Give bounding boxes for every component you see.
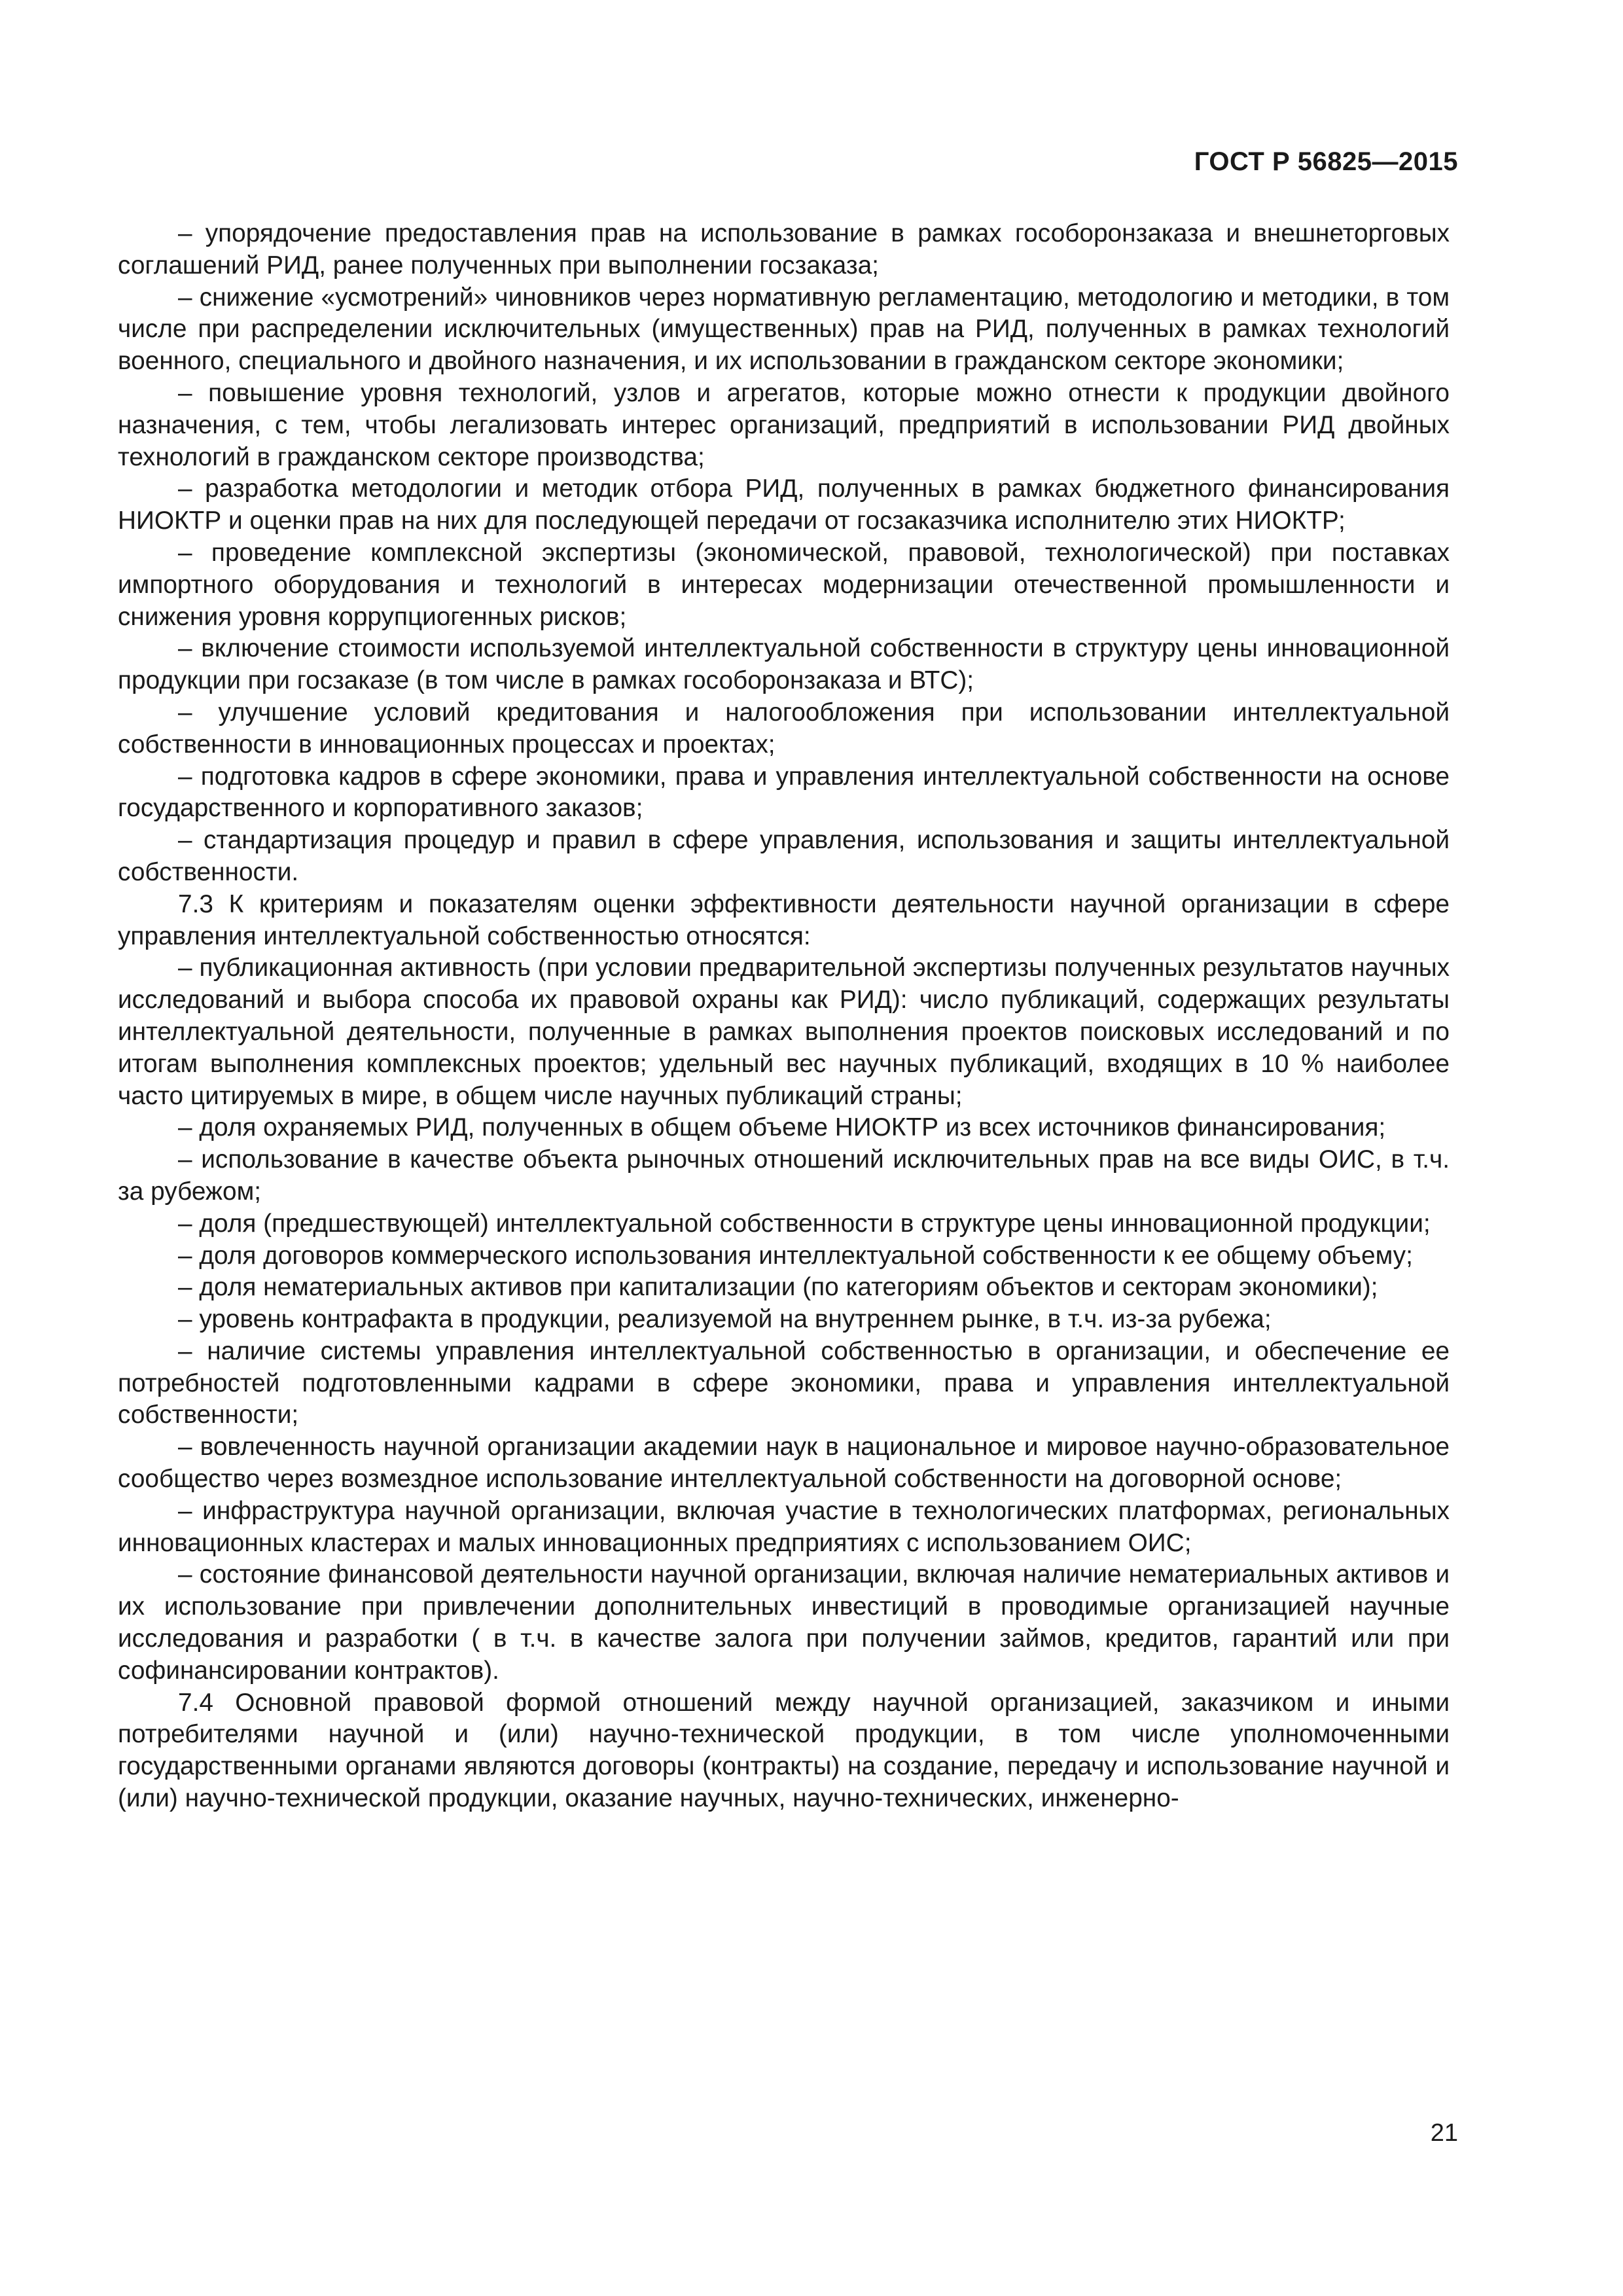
paragraph: – уровень контрафакта в продукции, реализуемой на внутреннем рынке, в т.ч. из-за рубежа;	[178, 1305, 1272, 1334]
paragraph: – публикационная активность (при условии предварительной экспертизы полученных результатов научных исследований и выбора способа их правовой охраны как РИД): число публикаций, содержащих результаты интеллектуальной деятельности, полученные в рамках выполнения проектов поисковых исследований и по итогам выполнения комплексных проектов; удельный вес научных публикаций, входящих в 10 % наиболее часто цитируемых в мире, в общем числе научных публикаций страны;	[118, 954, 1450, 1110]
page-number: 21	[1430, 2119, 1458, 2147]
paragraph: – повышение уровня технологий, узлов и агрегатов, которые можно отнести к продукции двойного назначения, с тем, чтобы легализовать интерес организаций, предприятий в использовании РИД двойных технологий в гражданском секторе производства;	[118, 378, 1450, 471]
paragraph: – доля договоров коммерческого использования интеллектуальной собственности к ее общему объему;	[178, 1241, 1413, 1270]
paragraph: – снижение «усмотрений» чиновников через нормативную регламентацию, методологию и методики, в том числе при распределении исключительных (имущественных) прав на РИД, полученных в рамках технологий военного, специального и двойного назначения, и их использовании в гражданском секторе экономики;	[118, 283, 1450, 376]
paragraph: – улучшение условий кредитования и налогообложения при использовании интеллектуальной собственности в инновационных процессах и проектах;	[118, 698, 1450, 759]
paragraph: – состояние финансовой деятельности научной организации, включая наличие нематериальных активов и их использование при привлечении дополнительных инвестиций в проводимые организацией научные исследования и разработки ( в т.ч. в качестве залога при получении займов, кредитов, гарантий или при софинансировании контрактов).	[118, 1560, 1450, 1685]
paragraph: – доля (предшествующей) интеллектуальной собственности в структуре цены инновационной продукции;	[178, 1209, 1431, 1238]
paragraph: – доля нематериальных активов при капитализации (по категориям объектов и секторам экономики);	[178, 1273, 1378, 1302]
section-paragraph-7-4: 7.4 Основной правовой формой отношений между научной организацией, заказчиком и иными потребителями научной и (или) научно-технической продукции, в том числе уполномоченными государственными органами являются договоры (контракты) на создание, передачу и использование научной и (или) научно-технической продукции, оказание научных, научно-технических, инженерно-	[118, 1688, 1450, 1813]
paragraph: – наличие системы управления интеллектуальной собственностью в организации, и обеспечение ее потребностей подготовленными кадрами в сфере экономики, права и управления интеллектуальной собственности;	[118, 1336, 1450, 1429]
paragraph: – проведение комплексной экспертизы (экономической, правовой, технологической) при поставках импортного оборудования и технологий в интересах модернизации отечественной промышленности и снижения уровня коррупциогенных рисков;	[118, 538, 1450, 631]
paragraph: – подготовка кадров в сфере экономики, права и управления интеллектуальной собственности на основе государственного и корпоративного заказов;	[118, 762, 1450, 823]
paragraph: – вовлеченность научной организации академии наук в национальное и мировое научно-образовательное сообщество через возмездное использование интеллектуальной собственности на договорной основе;	[118, 1433, 1450, 1494]
standard-header: ГОСТ Р 56825—2015	[1194, 147, 1458, 176]
paragraph: – инфраструктура научной организации, включая участие в технологических платформах, региональных инновационных кластерах и малых инновационных предприятиях с использованием ОИС;	[118, 1496, 1450, 1557]
paragraph: – включение стоимости используемой интеллектуальной собственности в структуру цены инновационной продукции при госзаказе (в том числе в рамках гособоронзаказа и ВТС);	[118, 634, 1450, 695]
document-body	[118, 218, 1450, 1815]
paragraph: – упорядочение предоставления прав на использование в рамках гособоронзаказа и внешнеторговых соглашений РИД, ранее полученных при выполнении госзаказа;	[118, 219, 1450, 279]
paragraph: – использование в качестве объекта рыночных отношений исключительных прав на все виды ОИС, в т.ч. за рубежом;	[118, 1145, 1450, 1206]
paragraph: – стандартизация процедур и правил в сфере управления, использования и защиты интеллектуальной собственности.	[118, 826, 1450, 886]
paragraph: – разработка методологии и методик отбора РИД, полученных в рамках бюджетного финансирования НИОКТР и оценки прав на них для последующей передачи от госзаказчика исполнителю этих НИОКТР;	[118, 475, 1450, 535]
section-paragraph-7-3: 7.3 К критериям и показателям оценки эффективности деятельности научной организации в сфере управления интеллектуальной собственностью относятся:	[118, 889, 1450, 950]
paragraph: – доля охраняемых РИД, полученных в общем объеме НИОКТР из всех источников финансирования;	[178, 1113, 1386, 1142]
